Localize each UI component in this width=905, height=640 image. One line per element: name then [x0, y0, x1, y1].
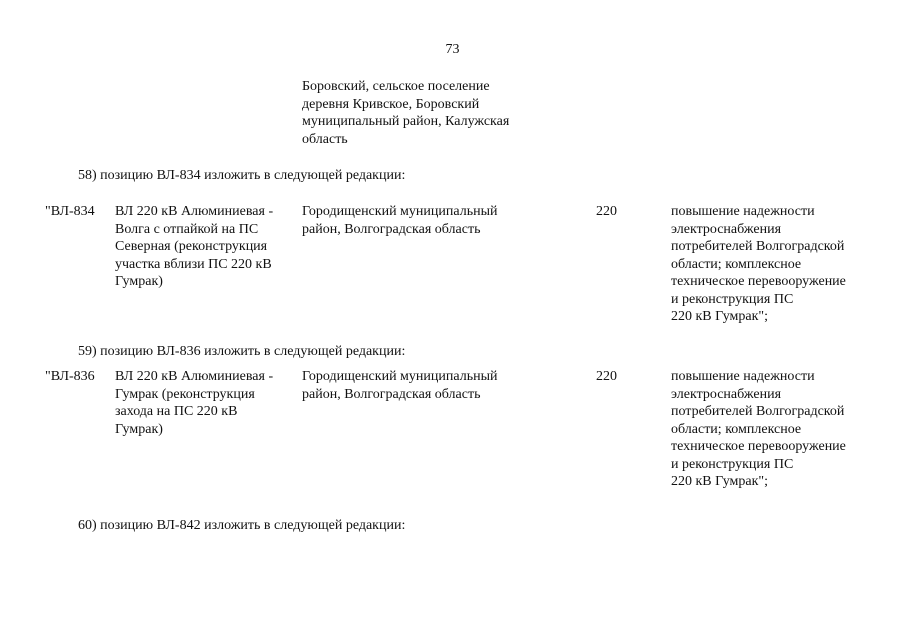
continued-location-cell: Боровский, сельское поселение деревня Кривское, Боровский муниципальный район, Калужская область [302, 79, 510, 147]
row-code: "ВЛ-836 [45, 369, 95, 384]
row-voltage: 220 [596, 369, 617, 384]
row-purpose: повышение надежности электроснабжения потребителей Волгоградской области; комплексное техническое перевооружение и реконструкция ПС 220 кВ Гумрак"; [671, 369, 846, 489]
row-location: Городищенский муниципальный район, Волгоградская область [302, 369, 498, 402]
row-purpose: повышение надежности электроснабжения потребителей Волгоградской области; комплексное техническое перевооружение и реконструкция ПС 220 кВ Гумрак"; [671, 204, 846, 324]
row-name: ВЛ 220 кВ Алюминиевая - Волга с отпайкой на ПС Северная (реконструкция участка вблизи ПС 220 кВ Гумрак) [115, 204, 274, 289]
page-number: 73 [445, 42, 460, 57]
amendment-instruction-59: 59) позицию ВЛ-836 изложить в следующей редакции: [78, 344, 406, 359]
amendment-instruction-58: 58) позицию ВЛ-834 изложить в следующей редакции: [78, 168, 406, 183]
row-voltage: 220 [596, 204, 617, 219]
row-code: "ВЛ-834 [45, 204, 95, 219]
amendment-instruction-60: 60) позицию ВЛ-842 изложить в следующей редакции: [78, 518, 406, 533]
row-name: ВЛ 220 кВ Алюминиевая - Гумрак (реконструкция захода на ПС 220 кВ Гумрак) [115, 369, 274, 437]
row-location: Городищенский муниципальный район, Волгоградская область [302, 204, 498, 237]
